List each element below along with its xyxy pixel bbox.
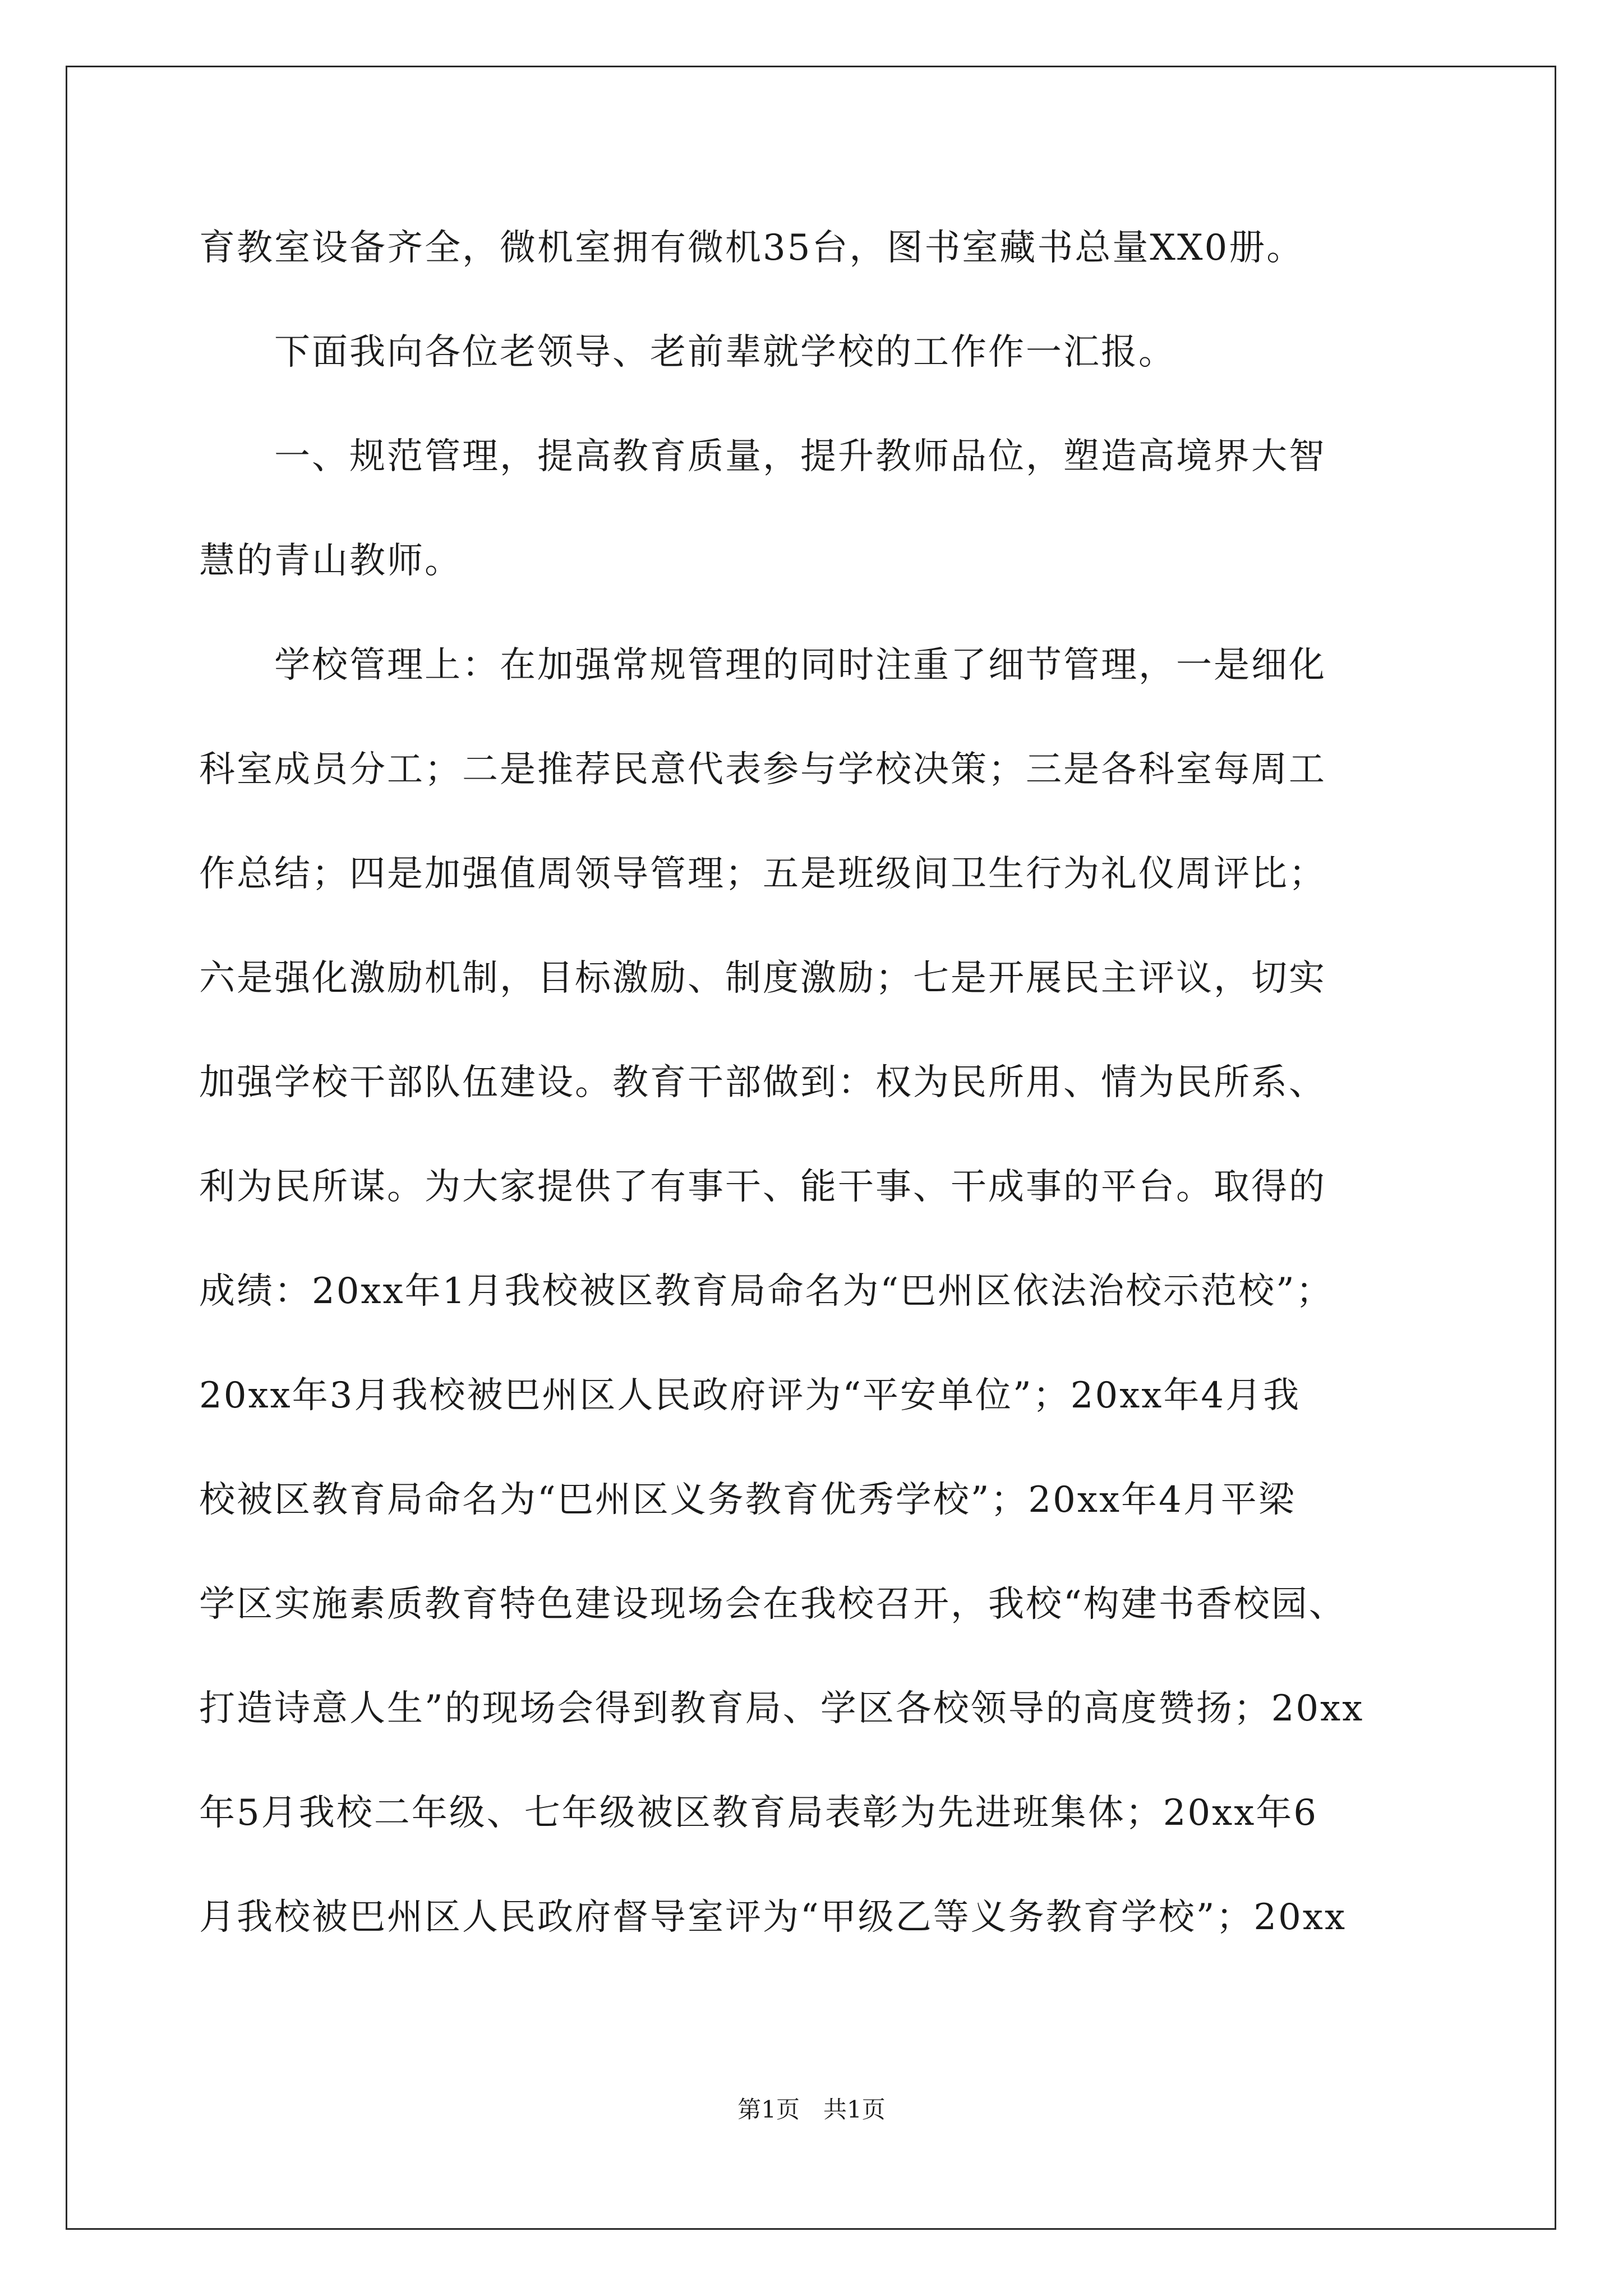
text-line: 一、规范管理，提高教育质量，提升教师品位，塑造高境界大智 — [199, 436, 1326, 477]
text-line: 下面我向各位老领导、老前辈就学校的工作作一汇报。 — [199, 332, 1176, 373]
text-line: 年5月我校二年级、七年级被区教育局表彰为先进班集体；20xx年6 — [199, 1792, 1318, 1834]
text-line: 作总结；四是加强值周领导管理；五是班级间卫生行为礼仪周评比； — [199, 853, 1326, 895]
text-line: 20xx年3月我校被巴州区人民政府评为“平安单位”；20xx年4月我 — [199, 1375, 1301, 1416]
text-line: 利为民所谋。为大家提供了有事干、能干事、干成事的平台。取得的 — [199, 1166, 1326, 1208]
text-line: 科室成员分工；二是推荐民意代表参与学校决策；三是各科室每周工 — [199, 749, 1326, 790]
text-line: 加强学校干部队伍建设。教育干部做到：权为民所用、情为民所系、 — [199, 1062, 1326, 1103]
page-number-footer: 第1页 共1页 — [737, 2096, 886, 2123]
text-line: 育教室设备齐全，微机室拥有微机35台，图书室藏书总量XX0册。 — [199, 227, 1304, 269]
text-line: 慧的青山教师。 — [199, 540, 462, 582]
text-line: 打造诗意人生”的现场会得到教育局、学区各校领导的高度赞扬；20xx — [199, 1688, 1364, 1729]
text-line: 学区实施素质教育特色建设现场会在我校召开，我校“构建书香校园、 — [199, 1584, 1347, 1625]
text-line: 月我校被巴州区人民政府督导室评为“甲级乙等义务教育学校”；20xx — [199, 1897, 1347, 1938]
text-line: 学校管理上：在加强常规管理的同时注重了细节管理，一是细化 — [199, 645, 1326, 686]
text-line: 校被区教育局命名为“巴州区义务教育优秀学校”；20xx年4月平梁 — [199, 1479, 1296, 1521]
text-line: 六是强化激励机制，目标激励、制度激励；七是开展民主评议，切实 — [199, 958, 1326, 999]
text-line: 成绩：20xx年1月我校被区教育局命名为“巴州区依法治校示范校”； — [199, 1271, 1334, 1312]
